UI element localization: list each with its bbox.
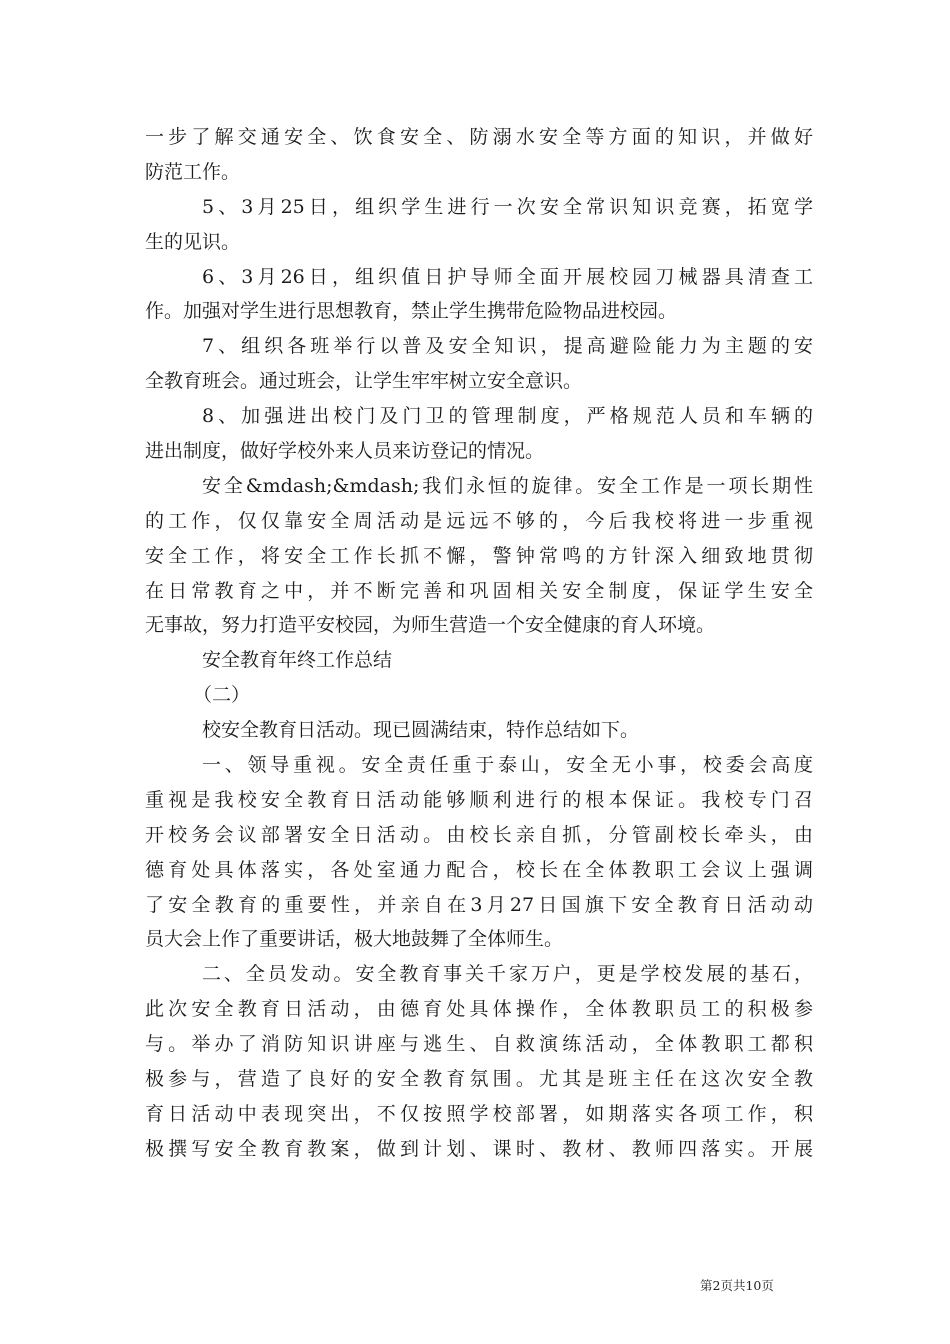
page-number: 第2页共10页 bbox=[700, 1278, 774, 1293]
text-line: 在日常教育之中，并不断完善和巩固相关安全制度，保证学生安全 bbox=[145, 579, 813, 602]
text-line: 德育处具体落实，各处室通力配合，校长在全体教职工会议上强调 bbox=[145, 858, 813, 881]
text-line: 一步了解交通安全、饮食安全、防溺水安全等方面的知识，并做好 bbox=[145, 126, 813, 148]
text-line: 安全&mdash;&mdash;我们永恒的旋律。安全工作是一项长期性 bbox=[202, 474, 813, 497]
text-line: 生的见识。 bbox=[145, 230, 241, 253]
text-line: 开校务会议部署安全日活动。由校长亲自抓，分管副校长牵头，由 bbox=[145, 823, 813, 846]
section-number: （二） bbox=[193, 684, 251, 707]
section-title: 安全教育年终工作总结 bbox=[202, 649, 393, 672]
text-line: 二、全员发动。安全教育事关千家万户，更是学校发展的基石， bbox=[202, 963, 813, 986]
text-line: 进出制度，做好学校外来人员来访登记的情况。 bbox=[145, 440, 545, 463]
text-line: 全教育班会。通过班会，让学生牢牢树立安全意识。 bbox=[145, 370, 583, 393]
text-line: 5、3月25日，组织学生进行一次安全常识知识竞赛，拓宽学 bbox=[202, 195, 813, 218]
text-line: 6、3月26日，组织值日护导师全面开展校园刀械器具清查工 bbox=[202, 265, 813, 288]
text-line: 此次安全教育日活动，由德育处具体操作，全体教职员工的积极参 bbox=[145, 998, 813, 1021]
text-line: 的工作，仅仅靠安全周活动是远远不够的，今后我校将进一步重视 bbox=[145, 509, 813, 532]
text-line: 防范工作。 bbox=[145, 160, 241, 183]
text-line: 7、组织各班举行以普及安全知识，提高避险能力为主题的安 bbox=[202, 335, 813, 358]
text-line: 极参与，营造了良好的安全教育氛围。尤其是班主任在这次安全教 bbox=[145, 1068, 813, 1091]
text-line: 校安全教育日活动。现已圆满结束，特作总结如下。 bbox=[202, 719, 640, 742]
text-line: 了安全教育的重要性，并亲自在3月27日国旗下安全教育日活动动 bbox=[145, 893, 813, 916]
text-line: 重视是我校安全教育日活动能够顺利进行的根本保证。我校专门召 bbox=[145, 788, 813, 811]
text-line: 育日活动中表现突出，不仅按照学校部署，如期落实各项工作，积 bbox=[145, 1102, 813, 1125]
text-line: 安全工作，将安全工作长抓不懈，警钟常鸣的方针深入细致地贯彻 bbox=[145, 544, 813, 567]
document-body bbox=[145, 120, 813, 1167]
text-line: 8、加强进出校门及门卫的管理制度，严格规范人员和车辆的 bbox=[202, 405, 813, 428]
text-line: 与。举办了消防知识讲座与逃生、自救演练活动，全体教职工都积 bbox=[145, 1033, 813, 1056]
text-line: 极撰写安全教育教案，做到计划、课时、教材、教师四落实。开展 bbox=[145, 1137, 813, 1160]
text-line: 无事故，努力打造平安校园，为师生营造一个安全健康的育人环境。 bbox=[145, 614, 716, 637]
text-line: 员大会上作了重要讲话，极大地鼓舞了全体师生。 bbox=[145, 928, 564, 951]
text-line: 作。加强对学生进行思想教育，禁止学生携带危险物品进校园。 bbox=[145, 300, 678, 323]
text-line: 一、领导重视。安全责任重于泰山，安全无小事，校委会高度 bbox=[202, 754, 813, 777]
